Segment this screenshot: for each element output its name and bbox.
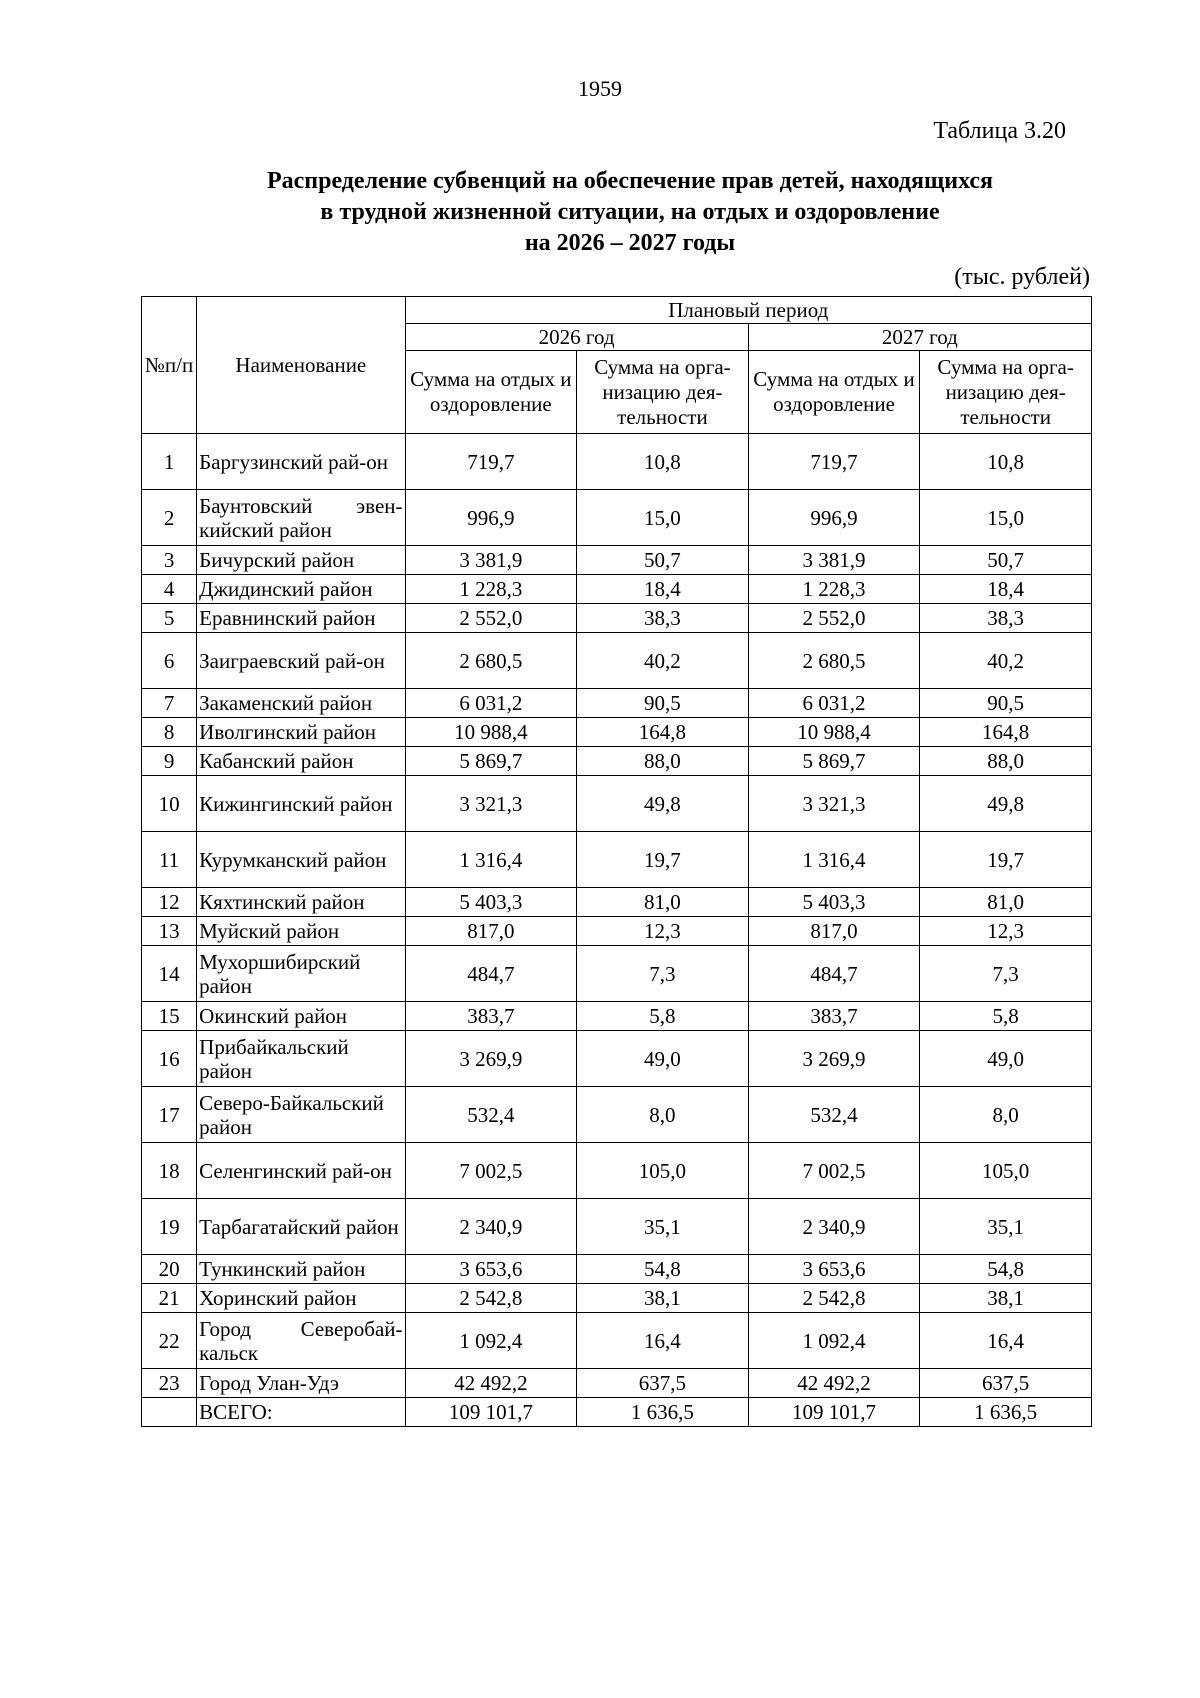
org-2027-value: 38,3 — [920, 604, 1092, 633]
org-2027-value: 50,7 — [920, 546, 1092, 575]
org-2027-value: 10,8 — [920, 434, 1092, 490]
rest-2027-value: 484,7 — [748, 946, 920, 1002]
row-number: 7 — [142, 689, 197, 718]
table-row — [142, 689, 1092, 718]
row-number: 23 — [142, 1369, 197, 1398]
row-name: Селенгинский рай-он — [197, 1143, 405, 1199]
header-rest-2026: Сумма на отдых и оздоровление — [405, 351, 577, 434]
row-number: 14 — [142, 946, 197, 1002]
rest-2026-value: 5 869,7 — [405, 747, 577, 776]
org-2026-value: 49,0 — [577, 1031, 749, 1087]
org-2027-value: 88,0 — [920, 747, 1092, 776]
org-2026-value: 15,0 — [577, 490, 749, 546]
org-2026-value: 38,3 — [577, 604, 749, 633]
rest-2027-value: 5 869,7 — [748, 747, 920, 776]
org-2026-value: 8,0 — [577, 1087, 749, 1143]
org-2027-value: 5,8 — [920, 1002, 1092, 1031]
org-2026-value: 164,8 — [577, 718, 749, 747]
title-line: на 2026 – 2027 годы — [524, 230, 736, 256]
org-2026-value: 18,4 — [577, 575, 749, 604]
row-name: Город Северобай-кальск — [197, 1313, 405, 1369]
org-2026-value: 40,2 — [577, 633, 749, 689]
rest-2026-value: 3 653,6 — [405, 1255, 577, 1284]
rest-2027-value: 817,0 — [748, 917, 920, 946]
org-2026-value: 50,7 — [577, 546, 749, 575]
table-row — [142, 776, 1092, 832]
rest-2027-value: 2 340,9 — [748, 1199, 920, 1255]
rest-2026-value: 2 552,0 — [405, 604, 577, 633]
document-title — [150, 166, 1110, 259]
rest-2027-value: 719,7 — [748, 434, 920, 490]
org-2026-value: 90,5 — [577, 689, 749, 718]
rest-2026-value: 6 031,2 — [405, 689, 577, 718]
row-name: ВСЕГО: — [197, 1398, 405, 1427]
org-2026-value: 10,8 — [577, 434, 749, 490]
header-year-2026: 2026 год — [405, 324, 748, 351]
rest-2027-value: 996,9 — [748, 490, 920, 546]
org-2026-value: 637,5 — [577, 1369, 749, 1398]
org-2027-value: 16,4 — [920, 1313, 1092, 1369]
row-number: 5 — [142, 604, 197, 633]
header-name: Наименование — [197, 297, 405, 434]
row-name: Кяхтинский район — [197, 888, 405, 917]
rest-2026-value: 1 228,3 — [405, 575, 577, 604]
row-number: 9 — [142, 747, 197, 776]
rest-2026-value: 3 269,9 — [405, 1031, 577, 1087]
row-name: Город Улан-Удэ — [197, 1369, 405, 1398]
org-2027-value: 54,8 — [920, 1255, 1092, 1284]
row-name: Закаменский район — [197, 689, 405, 718]
rest-2026-value: 42 492,2 — [405, 1369, 577, 1398]
org-2026-value: 81,0 — [577, 888, 749, 917]
row-number: 21 — [142, 1284, 197, 1313]
row-name: Кижингинский район — [197, 776, 405, 832]
row-name: Муйский район — [197, 917, 405, 946]
rest-2026-value: 3 321,3 — [405, 776, 577, 832]
row-number: 17 — [142, 1087, 197, 1143]
rest-2027-value: 2 680,5 — [748, 633, 920, 689]
org-2027-value: 90,5 — [920, 689, 1092, 718]
rest-2027-value: 6 031,2 — [748, 689, 920, 718]
rest-2027-value: 3 269,9 — [748, 1031, 920, 1087]
row-number: 4 — [142, 575, 197, 604]
row-name: Баунтовский эвен-кийский район — [197, 490, 405, 546]
row-number: 8 — [142, 718, 197, 747]
rest-2027-value: 1 316,4 — [748, 832, 920, 888]
org-2027-value: 7,3 — [920, 946, 1092, 1002]
rest-2027-value: 42 492,2 — [748, 1369, 920, 1398]
rest-2027-value: 109 101,7 — [748, 1398, 920, 1427]
rest-2027-value: 3 321,3 — [748, 776, 920, 832]
table-row — [142, 434, 1092, 490]
rest-2026-value: 3 381,9 — [405, 546, 577, 575]
table-label: Таблица 3.20 — [933, 118, 1066, 144]
table-row — [142, 1002, 1092, 1031]
header-planned-period: Плановый период — [405, 297, 1091, 324]
org-2027-value: 40,2 — [920, 633, 1092, 689]
row-name: Северо-Байкальский район — [197, 1087, 405, 1143]
rest-2027-value: 2 552,0 — [748, 604, 920, 633]
rest-2026-value: 532,4 — [405, 1087, 577, 1143]
table-row — [142, 1143, 1092, 1199]
table-row — [142, 1398, 1092, 1427]
org-2027-value: 38,1 — [920, 1284, 1092, 1313]
row-number: 13 — [142, 917, 197, 946]
org-2027-value: 637,5 — [920, 1369, 1092, 1398]
org-2027-value: 1 636,5 — [920, 1398, 1092, 1427]
row-name: Бичурский район — [197, 546, 405, 575]
table-body — [142, 434, 1092, 1427]
org-2026-value: 7,3 — [577, 946, 749, 1002]
table-row — [142, 1255, 1092, 1284]
rest-2027-value: 7 002,5 — [748, 1143, 920, 1199]
row-number: 10 — [142, 776, 197, 832]
rest-2026-value: 996,9 — [405, 490, 577, 546]
table-row — [142, 1199, 1092, 1255]
org-2026-value: 19,7 — [577, 832, 749, 888]
table-row — [142, 1313, 1092, 1369]
row-name: Джидинский район — [197, 575, 405, 604]
table-row — [142, 1284, 1092, 1313]
org-2027-value: 164,8 — [920, 718, 1092, 747]
table-row — [142, 917, 1092, 946]
row-number: 2 — [142, 490, 197, 546]
org-2027-value: 81,0 — [920, 888, 1092, 917]
rest-2027-value: 10 988,4 — [748, 718, 920, 747]
table-row — [142, 1031, 1092, 1087]
org-2026-value: 16,4 — [577, 1313, 749, 1369]
row-number: 16 — [142, 1031, 197, 1087]
rest-2026-value: 2 680,5 — [405, 633, 577, 689]
rest-2026-value: 484,7 — [405, 946, 577, 1002]
rest-2026-value: 109 101,7 — [405, 1398, 577, 1427]
row-number: 15 — [142, 1002, 197, 1031]
row-number: 22 — [142, 1313, 197, 1369]
table-row — [142, 718, 1092, 747]
rest-2026-value: 817,0 — [405, 917, 577, 946]
rest-2026-value: 719,7 — [405, 434, 577, 490]
org-2026-value: 35,1 — [577, 1199, 749, 1255]
org-2026-value: 54,8 — [577, 1255, 749, 1284]
row-number: 11 — [142, 832, 197, 888]
row-number: 12 — [142, 888, 197, 917]
table-row — [142, 546, 1092, 575]
row-number — [142, 1398, 197, 1427]
row-name: Окинский район — [197, 1002, 405, 1031]
row-name: Прибайкальский район — [197, 1031, 405, 1087]
table-row — [142, 946, 1092, 1002]
row-name: Тарбагатайский район — [197, 1199, 405, 1255]
row-number: 18 — [142, 1143, 197, 1199]
rest-2027-value: 3 653,6 — [748, 1255, 920, 1284]
header-org-2027: Сумма на орга-низацию дея-тельности — [920, 351, 1092, 434]
rest-2026-value: 10 988,4 — [405, 718, 577, 747]
header-org-2026: Сумма на орга-низацию дея-тельности — [577, 351, 749, 434]
units-label: (тыс. рублей) — [954, 264, 1090, 290]
org-2027-value: 19,7 — [920, 832, 1092, 888]
rest-2027-value: 532,4 — [748, 1087, 920, 1143]
table-row — [142, 575, 1092, 604]
rest-2027-value: 1 092,4 — [748, 1313, 920, 1369]
row-name: Баргузинский рай-он — [197, 434, 405, 490]
rest-2027-value: 383,7 — [748, 1002, 920, 1031]
rest-2027-value: 2 542,8 — [748, 1284, 920, 1313]
org-2027-value: 49,0 — [920, 1031, 1092, 1087]
rest-2027-value: 5 403,3 — [748, 888, 920, 917]
title-line: Распределение субвенций на обеспечение прав детей, находящихся — [266, 168, 994, 194]
org-2027-value: 8,0 — [920, 1087, 1092, 1143]
title-line: в трудной жизненной ситуации, на отдых и оздоровление — [320, 199, 940, 225]
org-2026-value: 49,8 — [577, 776, 749, 832]
table-row — [142, 1369, 1092, 1398]
row-number: 1 — [142, 434, 197, 490]
table-row — [142, 1087, 1092, 1143]
org-2026-value: 12,3 — [577, 917, 749, 946]
rest-2027-value: 1 228,3 — [748, 575, 920, 604]
org-2026-value: 105,0 — [577, 1143, 749, 1199]
header-rest-2027: Сумма на отдых и оздоровление — [748, 351, 920, 434]
row-number: 3 — [142, 546, 197, 575]
row-name: Еравнинский район — [197, 604, 405, 633]
row-name: Курумканский район — [197, 832, 405, 888]
org-2027-value: 15,0 — [920, 490, 1092, 546]
rest-2026-value: 7 002,5 — [405, 1143, 577, 1199]
org-2026-value: 88,0 — [577, 747, 749, 776]
table-row — [142, 832, 1092, 888]
subvention-table — [141, 296, 1092, 1427]
row-name: Хоринский район — [197, 1284, 405, 1313]
row-name: Тункинский район — [197, 1255, 405, 1284]
org-2026-value: 5,8 — [577, 1002, 749, 1031]
rest-2026-value: 2 340,9 — [405, 1199, 577, 1255]
row-number: 20 — [142, 1255, 197, 1284]
org-2027-value: 35,1 — [920, 1199, 1092, 1255]
header-num: №п/п — [142, 297, 197, 434]
table-row — [142, 747, 1092, 776]
org-2027-value: 49,8 — [920, 776, 1092, 832]
rest-2027-value: 3 381,9 — [748, 546, 920, 575]
row-name: Мухоршибирский район — [197, 946, 405, 1002]
table-row — [142, 490, 1092, 546]
org-2026-value: 1 636,5 — [577, 1398, 749, 1427]
rest-2026-value: 1 092,4 — [405, 1313, 577, 1369]
table-row — [142, 604, 1092, 633]
header-year-2027: 2027 год — [748, 324, 1091, 351]
org-2027-value: 18,4 — [920, 575, 1092, 604]
row-name: Заиграевский рай-он — [197, 633, 405, 689]
rest-2026-value: 1 316,4 — [405, 832, 577, 888]
row-name: Кабанский район — [197, 747, 405, 776]
table-row — [142, 633, 1092, 689]
row-number: 19 — [142, 1199, 197, 1255]
org-2026-value: 38,1 — [577, 1284, 749, 1313]
row-number: 6 — [142, 633, 197, 689]
rest-2026-value: 383,7 — [405, 1002, 577, 1031]
page-number: 1959 — [578, 76, 622, 101]
table-row — [142, 888, 1092, 917]
org-2027-value: 105,0 — [920, 1143, 1092, 1199]
rest-2026-value: 2 542,8 — [405, 1284, 577, 1313]
org-2027-value: 12,3 — [920, 917, 1092, 946]
row-name: Иволгинский район — [197, 718, 405, 747]
rest-2026-value: 5 403,3 — [405, 888, 577, 917]
